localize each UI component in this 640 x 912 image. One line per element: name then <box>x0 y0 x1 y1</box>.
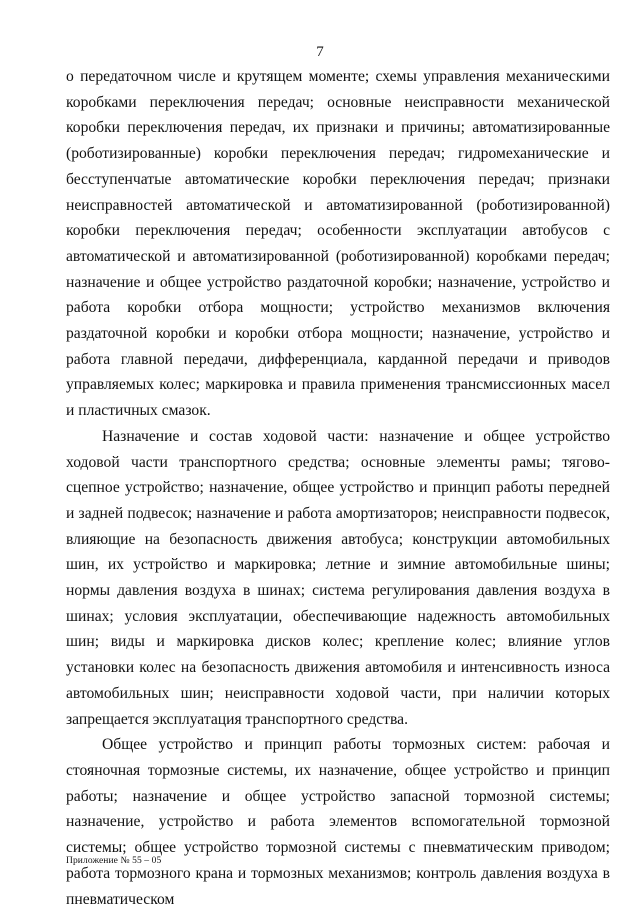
paragraph-transmission-continued: о передаточном числе и крутящем моменте; схемы управления механическими коробками переключения передач; основные неисправности механической коробки переключения передач, их признаки и причины; автоматизированные (роботизированные) коробки переключения передач; гидромеханические и бесступенчатые автоматические коробки переключения передач; признаки неисправностей автоматической и автоматизированной (роботизированной) коробки переключения передач; особенности эксплуатации автобусов с автоматической и автоматизированной (роботизированной) коробками передач; назначение и общее устройство раздаточной коробки; назначение, устройство и работа коробки отбора мощности; устройство механизмов включения раздаточной коробки и коробки отбора мощности; назначение, устройство и работа главной передачи, дифференциала, карданной передачи и приводов управляемых колес; маркировка и правила применения трансмиссионных масел и пластичных смазок. <box>66 68 610 420</box>
document-body <box>66 64 610 912</box>
paragraph-brakes: Общее устройство и принцип работы тормозных систем: рабочая и стояночная тормозные системы, их назначение, общее устройство и принцип работы; назначение и общее устройство запасной тормозной системы; назначение, устройство и работа элементов вспомогательной тормозной системы; общее устройство тормозной системы с пневматическим приводом; работа тормозного крана и тормозных механизмов; контроль давления воздуха в пневматическом <box>66 736 610 908</box>
page-number: 7 <box>316 44 324 60</box>
paragraph-chassis: Назначение и состав ходовой части: назначение и общее устройство ходовой части транспортного средства; основные элементы рамы; тягово-сцепное устройство; назначение, общее устройство и принцип работы передней и задней подвесок; назначение и работа амортизаторов; неисправности подвесок, влияющие на безопасность движения автобуса; конструкции автомобильных шин, их устройство и маркировка; летние и зимние автомобильные шины; нормы давления воздуха в шинах; система регулирования давления воздуха в шинах; условия эксплуатации, обеспечивающие надежность автомобильных шин; виды и маркировка дисков колес; крепление колес; влияние углов установки колес на безопасность движения автомобиля и интенсивность износа автомобильных шин; неисправности ходовой части, при наличии которых запрещается эксплуатация транспортного средства. <box>66 427 610 728</box>
footer-note: Приложение № 55 – 05 <box>66 856 162 866</box>
